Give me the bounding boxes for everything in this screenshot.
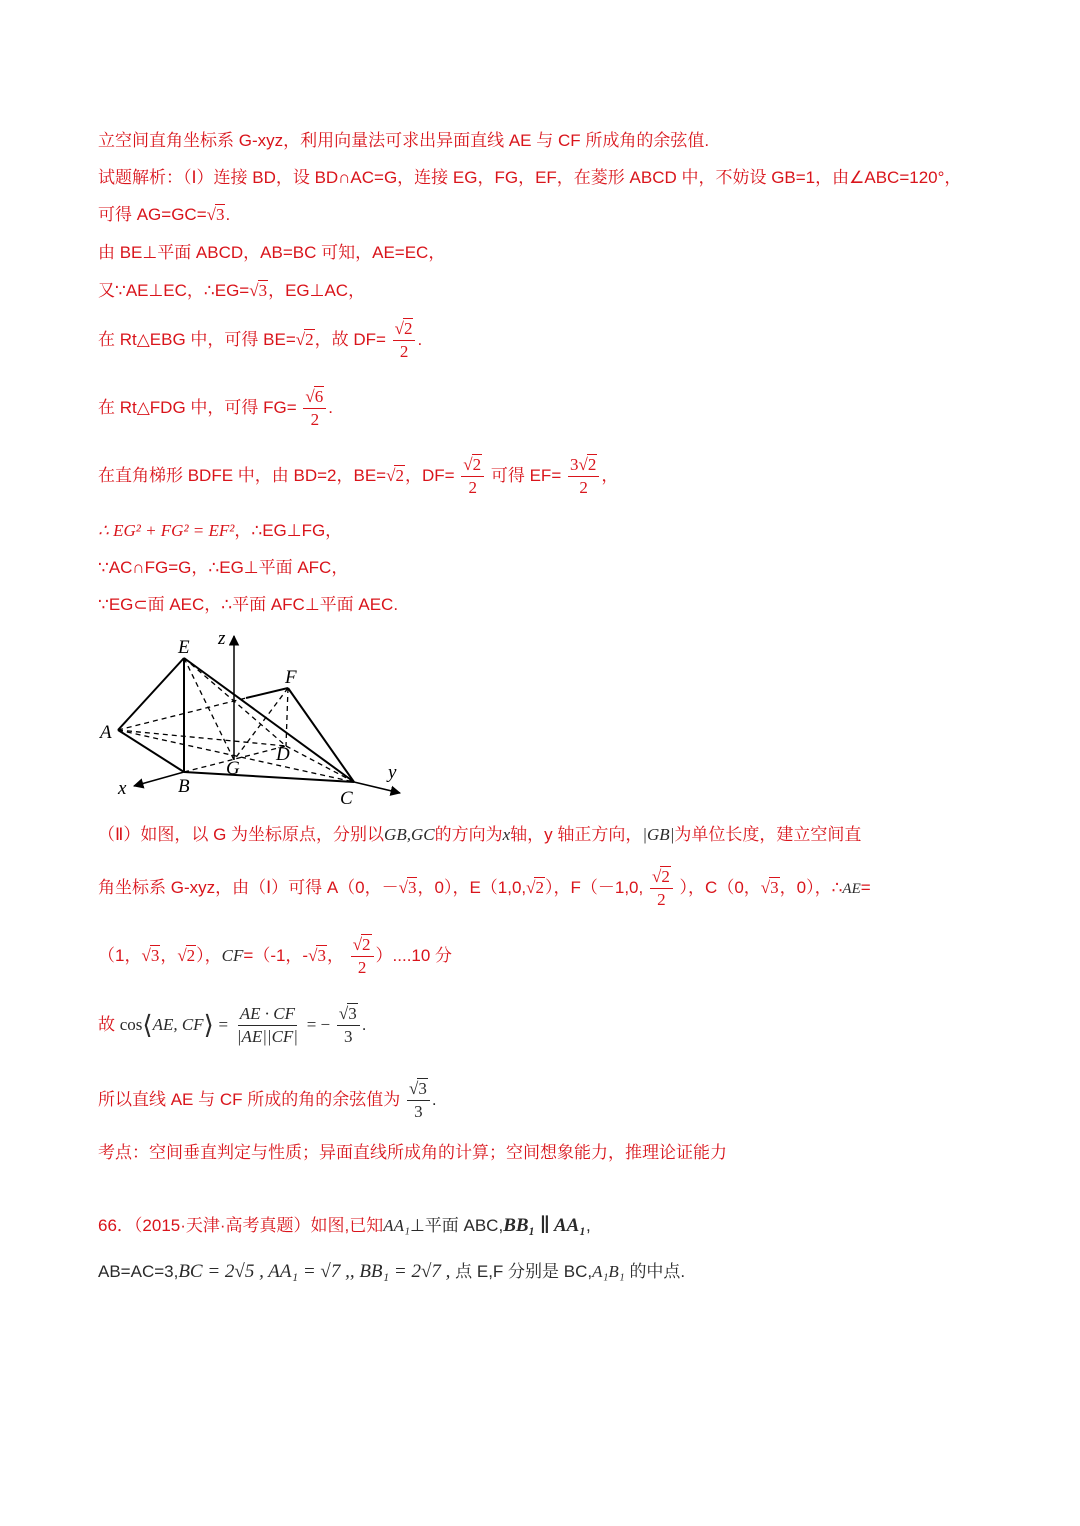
text-line-6: 在 Rt△EBG 中，可得 BE=√2，故 DF= $\frac{√2}{2}$ . (98, 319, 423, 361)
sqrt: √3 (206, 205, 225, 224)
text-line-3: 可得 AG=GC=√3. (98, 203, 230, 227)
dash-DC (286, 746, 354, 782)
edge-AE (118, 658, 184, 730)
sqrt: √2 (295, 329, 314, 349)
dash-ED (184, 658, 286, 746)
edge-FC (288, 688, 354, 782)
question-66-line-2: AB=AC=3,BC = 2√5 , AA₁ = √7 ,, BB₁ = 2√7 , 点 E,F 分别是 BC,A₁B₁ 的中点. (98, 1261, 686, 1282)
fraction: $\frac{√6}{2}$ (303, 386, 326, 431)
fraction: $\frac{√3}{3}$ (407, 1078, 430, 1123)
label-B: B (178, 776, 190, 797)
text: 立空间直角坐标系 G-xyz，利用向量法可求出异面直线 AE 与 CF 所成角的余弦值. (98, 131, 710, 150)
text-line-1 (98, 129, 709, 153)
text-line-9: ∴ EG² + FG² = EF²，∴EG⊥FG， (98, 521, 343, 540)
label-F: F (285, 667, 297, 688)
geometry-diagram (96, 626, 406, 806)
label-D: D (276, 744, 290, 765)
edge-BC (184, 772, 354, 782)
label-y: y (388, 762, 397, 783)
text-line-16: 所以直线 AE 与 CF 所成的角的余弦值为 $\frac{√3}{3}$ . (98, 1079, 437, 1121)
dash-EG (184, 658, 234, 760)
sqrt: √3 (249, 281, 268, 300)
formula: ∴ EG² + FG² = EF² (98, 521, 235, 540)
text-line-14: （1，√3，√2），CF=（-1，-√3， $\frac{√2}{2}$ ）....10 分 (98, 935, 453, 977)
dash-FD (286, 688, 288, 746)
text-line-10: ∵AC∩FG=G，∴EG⊥平面 AFC， (98, 558, 349, 577)
text: 可得 AG=GC= (98, 205, 207, 224)
y-axis (354, 782, 400, 793)
label-G: G (226, 758, 240, 779)
text-line-8: 在直角梯形 BDFE 中，由 BD=2，BE=√2，DF= $\frac{√2}{2}$ 可得 EF= $\frac{3√2}{2}$ ， (98, 455, 619, 497)
text-line-15: 故 cos⟨AE, CF⟩ = $\frac{AE \cdot CF}{|AE||CF|}$ = − $\frac{√3}{3}$ . (98, 1004, 367, 1046)
fraction: $\frac{√3}{3}$ (337, 1003, 360, 1048)
label-A: A (100, 722, 112, 743)
text: 试题解析：（Ⅰ）连接 BD，设 BD∩AC=G，连接 EG，FG，EF，在菱形 ABCD 中，不妨设 GB=1，由∠ABC=120°， (98, 168, 962, 187)
sqrt: √2 (386, 465, 404, 485)
fraction: $\frac{3√2}{2}$ (568, 454, 599, 499)
text: 由 BE⊥平面 ABCD，AB=BC 可知，AE=EC， (98, 243, 446, 262)
label-C: C (340, 788, 353, 806)
text-line-4 (98, 241, 445, 265)
text-line-7: 在 Rt△FDG 中，可得 FG= $\frac{√6}{2}$ . (98, 387, 333, 429)
text-line-13: 角坐标系 G-xyz，由（Ⅰ）可得 A（0，－√3，0），E（1,0,√2），F（－1,0, $\frac{√2}{2}$ ），C（0，√3，0），∴AE= (98, 867, 871, 909)
text-line-12: （Ⅱ）如图，以 G 为坐标原点，分别以GB,GC的方向为x轴，y 轴正方向，|GB|为单位长度，建立空间直 (98, 825, 862, 844)
edge-AB (118, 730, 184, 772)
dash-AD (118, 730, 286, 746)
fraction: $\frac{AE \cdot CF}{|AE||CF|}$ (236, 1004, 298, 1046)
text-line-2 (98, 166, 961, 190)
text-line-17: 考点：空间垂直判定与性质；异面直线所成角的计算；空间想象能力，推理论证能力 (98, 1143, 727, 1162)
fraction: $\frac{√2}{2}$ (393, 318, 416, 363)
question-66-line-1: 66．（2015·天津·高考真题）如图,已知AA₁⊥平面 ABC,BB₁ ∥ AA₁, (98, 1215, 591, 1236)
dash-AF (118, 698, 246, 730)
fraction: $\frac{√2}{2}$ (461, 454, 484, 499)
label-E: E (178, 637, 190, 658)
x-axis (134, 772, 184, 786)
text-line-5: 又∵AE⊥EC，∴EG=√3，EG⊥AC， (98, 279, 365, 303)
fraction: $\frac{√2}{2}$ (351, 934, 374, 979)
text-line-11: ∵EG⊂面 AEC，∴平面 AFC⊥平面 AEC. (98, 595, 399, 614)
label-z: z (218, 628, 226, 649)
fraction: $\frac{√2}{2}$ (650, 866, 673, 911)
label-x: x (118, 778, 127, 799)
